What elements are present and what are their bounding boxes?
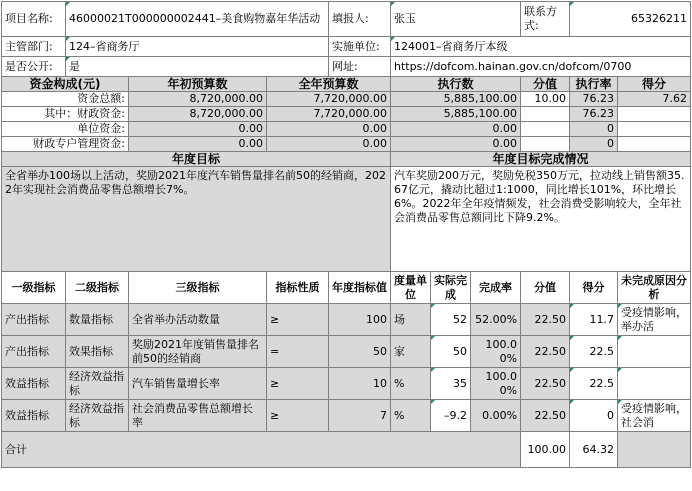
ind-l3: 全省举办活动数量	[129, 304, 267, 336]
goal-completion-header: 年度目标完成情况	[391, 152, 691, 167]
public-value: 是	[66, 57, 329, 77]
dept-label: 主管部门:	[2, 37, 66, 57]
ind-header-l1: 一级指标	[2, 272, 66, 304]
funds-score	[618, 122, 691, 137]
funds-annual: 7,720,000.00	[267, 92, 391, 107]
funds-score-value	[521, 107, 570, 122]
ind-l1: 效益指标	[2, 368, 66, 400]
ind-rate: 52.00%	[471, 304, 521, 336]
funds-score	[618, 107, 691, 122]
ind-l2: 经济效益指标	[66, 368, 129, 400]
ind-reason: 受疫情影响，举办活	[618, 304, 691, 336]
total-label: 合计	[2, 432, 521, 468]
funds-row-label: 资金总额:	[2, 92, 129, 107]
funds-header-score-value: 分值	[521, 77, 570, 92]
ind-value: 22.50	[521, 400, 570, 432]
funds-header-annual: 全年预算数	[267, 77, 391, 92]
funds-executed: 0.00	[391, 137, 521, 152]
funds-row-label: 单位资金:	[2, 122, 129, 137]
ind-score: 0	[570, 400, 618, 432]
ind-l3: 奖励2021年度销售量排名前50的经销商	[129, 336, 267, 368]
funds-executed: 0.00	[391, 122, 521, 137]
ind-value: 22.50	[521, 304, 570, 336]
ind-actual: 50	[431, 336, 471, 368]
total-reason	[618, 432, 691, 468]
ind-unit: 场	[391, 304, 431, 336]
indicator-row	[2, 336, 691, 368]
ind-l1: 产出指标	[2, 336, 66, 368]
ind-value: 22.50	[521, 368, 570, 400]
ind-nature: =	[267, 336, 329, 368]
funds-row-label: 财政专户管理资金:	[2, 137, 129, 152]
ind-header-actual: 实际完成	[431, 272, 471, 304]
ind-l2: 经济效益指标	[66, 400, 129, 432]
ind-header-l2: 二级指标	[66, 272, 129, 304]
funds-executed: 5,885,100.00	[391, 92, 521, 107]
ind-reason	[618, 336, 691, 368]
ind-reason: 受疫情影响，社会消	[618, 400, 691, 432]
funds-annual: 0.00	[267, 137, 391, 152]
funds-initial: 0.00	[129, 137, 267, 152]
total-row	[2, 432, 691, 468]
ind-target: 50	[329, 336, 391, 368]
funds-rate: 0	[570, 137, 618, 152]
indicator-row	[2, 368, 691, 400]
indicator-row	[2, 304, 691, 336]
ind-header-reason: 未完成原因分析	[618, 272, 691, 304]
funds-annual: 7,720,000.00	[267, 107, 391, 122]
ind-score: 11.7	[570, 304, 618, 336]
funds-initial: 8,720,000.00	[129, 107, 267, 122]
funds-row	[2, 92, 691, 107]
ind-actual: 35	[431, 368, 471, 400]
ind-l2: 效果指标	[66, 336, 129, 368]
goal-completion-text: 汽车奖励200万元，奖励免税350万元，拉动线上销售额35.67亿元，撬动比超过1:1000，同比增长101%，环比增长6%。2022年全年疫情频发，社会消费受影响较大，全年社会消费品零售总额同比下降9.2%。	[391, 167, 691, 272]
ind-l3: 社会消费品零售总额增长率	[129, 400, 267, 432]
funds-score-value	[521, 122, 570, 137]
funds-header-initial: 年初预算数	[129, 77, 267, 92]
funds-row-label: 其中：财政资金:	[2, 107, 129, 122]
ind-header-unit: 度量单位	[391, 272, 431, 304]
funds-header-executed: 执行数	[391, 77, 521, 92]
funds-score-value	[521, 137, 570, 152]
contact-label: 联系方式:	[521, 2, 570, 37]
ind-header-score: 得分	[570, 272, 618, 304]
ind-rate: 0.00%	[471, 400, 521, 432]
annual-goal-text: 全省举办100场以上活动，奖励2021年度汽车销售量排名前50的经销商，2022年实现社会消费品零售总额增长7%。	[2, 167, 391, 272]
project-name-label: 项目名称:	[2, 2, 66, 37]
ind-actual: 52	[431, 304, 471, 336]
funds-initial: 8,720,000.00	[129, 92, 267, 107]
funds-header-composition: 资金构成(元)	[2, 77, 129, 92]
url-label: 网址:	[329, 57, 391, 77]
ind-unit: %	[391, 368, 431, 400]
ind-header-rate: 完成率	[471, 272, 521, 304]
ind-rate: 100.00%	[471, 368, 521, 400]
ind-unit: %	[391, 400, 431, 432]
funds-rate: 76.23	[570, 92, 618, 107]
ind-l1: 产出指标	[2, 304, 66, 336]
reporter-value: 张玉	[391, 2, 521, 37]
ind-target: 10	[329, 368, 391, 400]
total-value: 100.00	[521, 432, 570, 468]
project-name-value: 46000021T000000002441–美食购物嘉年华活动	[66, 2, 329, 37]
funds-rate: 76.23	[570, 107, 618, 122]
funds-header-rate: 执行率	[570, 77, 618, 92]
ind-nature: ≥	[267, 368, 329, 400]
ind-target: 100	[329, 304, 391, 336]
ind-header-target: 年度指标值	[329, 272, 391, 304]
ind-value: 22.50	[521, 336, 570, 368]
ind-header-nature: 指标性质	[267, 272, 329, 304]
funds-score-value: 10.00	[521, 92, 570, 107]
ind-header-l3: 三级指标	[129, 272, 267, 304]
ind-score: 22.5	[570, 336, 618, 368]
funds-score: 7.62	[618, 92, 691, 107]
funds-row	[2, 122, 691, 137]
ind-l2: 数量指标	[66, 304, 129, 336]
ind-score: 22.5	[570, 368, 618, 400]
ind-actual: –9.2	[431, 400, 471, 432]
funds-row	[2, 107, 691, 122]
performance-table	[1, 1, 691, 468]
indicator-row	[2, 400, 691, 432]
public-label: 是否公开:	[2, 57, 66, 77]
impl-label: 实施单位:	[329, 37, 391, 57]
funds-row	[2, 137, 691, 152]
funds-header-score: 得分	[618, 77, 691, 92]
funds-rate: 0	[570, 122, 618, 137]
url-value: https://dofcom.hainan.gov.cn/dofcom/0700	[391, 57, 691, 77]
ind-l3: 汽车销售量增长率	[129, 368, 267, 400]
ind-rate: 100.00%	[471, 336, 521, 368]
ind-nature: ≥	[267, 304, 329, 336]
annual-goal-header: 年度目标	[2, 152, 391, 167]
funds-initial: 0.00	[129, 122, 267, 137]
total-score: 64.32	[570, 432, 618, 468]
ind-unit: 家	[391, 336, 431, 368]
funds-executed: 5,885,100.00	[391, 107, 521, 122]
ind-nature: ≥	[267, 400, 329, 432]
ind-header-value: 分值	[521, 272, 570, 304]
ind-reason	[618, 368, 691, 400]
impl-value: 124001–省商务厅本级	[391, 37, 691, 57]
reporter-label: 填报人:	[329, 2, 391, 37]
contact-value: 65326211	[570, 2, 691, 37]
ind-l1: 效益指标	[2, 400, 66, 432]
funds-annual: 0.00	[267, 122, 391, 137]
funds-score	[618, 137, 691, 152]
ind-target: 7	[329, 400, 391, 432]
dept-value: 124–省商务厅	[66, 37, 329, 57]
